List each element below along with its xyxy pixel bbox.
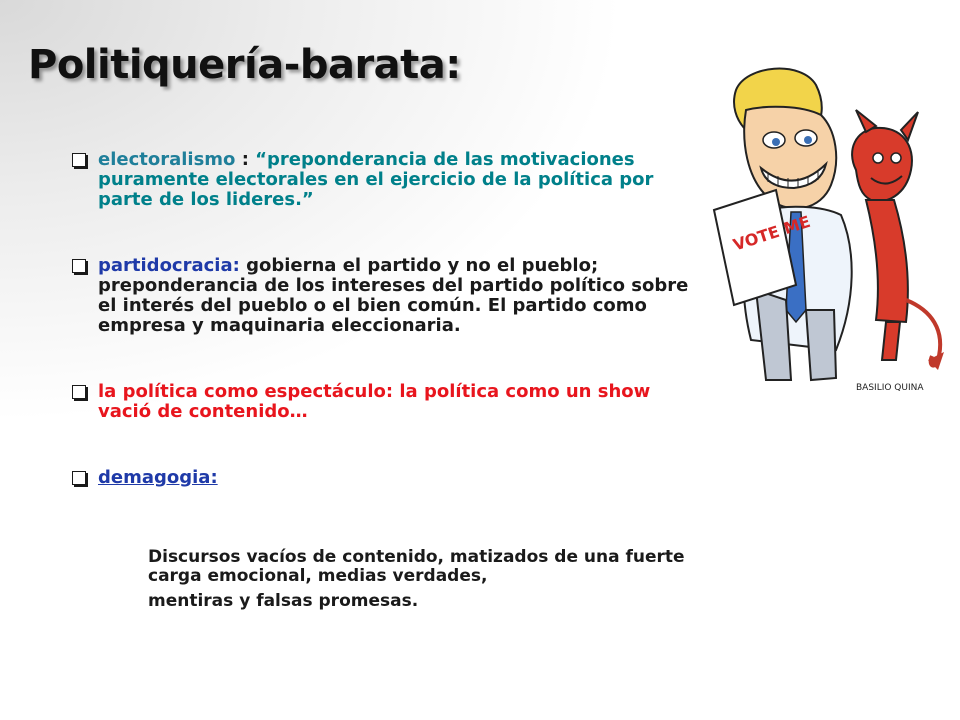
checkbox-bullet-icon xyxy=(72,471,86,485)
bullet-term: electoralismo xyxy=(98,149,236,170)
demagogia-link[interactable]: demagogia: xyxy=(98,467,218,488)
bullet-list xyxy=(68,150,708,488)
bullet-term: la política como espectáculo: xyxy=(98,381,394,402)
checkbox-bullet-icon xyxy=(72,385,86,399)
bullet-partidocracia xyxy=(68,256,708,336)
bullet-espectaculo xyxy=(68,382,708,422)
bullet-definition: “preponderancia de las motivaciones puramente electorales en el ejercicio de la política por parte de los lideres.” xyxy=(98,149,654,210)
slide-title: Politiquería-barata: xyxy=(28,42,461,88)
demagogia-definition xyxy=(148,548,708,611)
bullet-demagogia xyxy=(68,468,708,488)
definition-line-1: Discursos vacíos de contenido, matizados de una fuerte carga emocional, medias verdades, xyxy=(148,547,685,586)
checkbox-bullet-icon xyxy=(72,259,86,273)
bullet-separator: : xyxy=(235,149,256,170)
bullet-definition: la política como un show vació de contenido… xyxy=(98,381,651,422)
definition-line-2: mentiras y falsas promesas. xyxy=(148,591,419,611)
bullet-definition: gobierna el partido y no el pueblo; preponderancia de los intereses del partido político sobre el interés del pueblo o el bien común. El partido como empresa y maquinaria eleccionaria. xyxy=(98,255,689,336)
bullet-electoralismo xyxy=(68,150,708,210)
devil-figure xyxy=(852,110,944,370)
sign-text: VOTE ME xyxy=(730,211,813,255)
politician-cartoon-image xyxy=(706,60,952,406)
checkbox-bullet-icon xyxy=(72,153,86,167)
bullet-term: partidocracia: xyxy=(98,255,240,276)
artist-signature: BASILIO QUINA xyxy=(856,383,924,393)
